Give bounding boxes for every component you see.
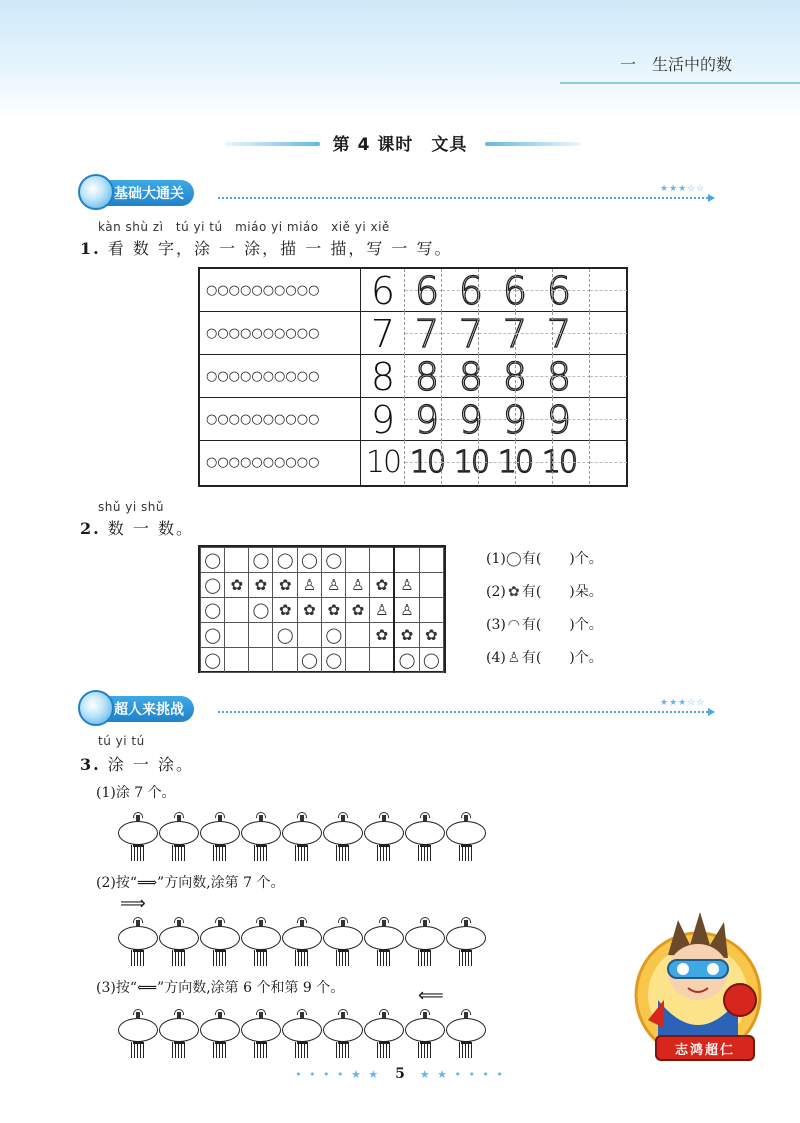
- arrow-icon: [708, 708, 715, 716]
- grid-cell: ♙: [370, 598, 394, 623]
- q3-number: 3.: [80, 755, 101, 774]
- lantern-tassel: [295, 845, 309, 861]
- writing-row: [200, 312, 626, 355]
- writing-cell[interactable]: [552, 355, 589, 398]
- lantern-body[interactable]: [118, 821, 158, 845]
- trace-digit[interactable]: 9: [414, 397, 440, 442]
- guide-line: [590, 333, 627, 334]
- grid-cell: ♙: [394, 598, 419, 623]
- circle-row[interactable]: ○○○○○○○○○○: [206, 455, 320, 470]
- q3-sub1: (1)涂 7 个。: [96, 785, 176, 801]
- writing-cell[interactable]: [515, 311, 572, 356]
- writing-cell[interactable]: [441, 354, 484, 399]
- header-divider: [560, 82, 800, 84]
- lantern[interactable]: [446, 1012, 486, 1060]
- writing-cell[interactable]: [441, 441, 489, 484]
- lantern-body[interactable]: [241, 821, 281, 845]
- grid-cell: ✿: [419, 623, 443, 648]
- grid-row: [201, 648, 444, 673]
- arrow-icon: [708, 194, 715, 202]
- grid-cell: ◯: [201, 598, 225, 623]
- lantern[interactable]: [323, 815, 363, 863]
- writing-cell[interactable]: [515, 397, 572, 442]
- q1-prompt: [80, 236, 453, 259]
- lantern-row-1: [118, 815, 488, 863]
- lantern[interactable]: [364, 1012, 404, 1060]
- writing-cell[interactable]: [589, 441, 626, 484]
- grid-cell: ◯: [201, 548, 225, 573]
- grid-cell: ♙: [322, 573, 346, 598]
- lantern-body[interactable]: [282, 926, 322, 950]
- footer-stars-right: ★ ★ • • • •: [419, 1068, 505, 1081]
- item-icon: ✿: [507, 584, 520, 600]
- trace-digit[interactable]: 7: [546, 311, 572, 356]
- circle-row[interactable]: ○○○○○○○○○○: [206, 412, 320, 427]
- lantern-body[interactable]: [200, 1018, 240, 1042]
- writing-cell[interactable]: [441, 268, 484, 313]
- lantern[interactable]: [241, 920, 281, 968]
- section-badge-basic: [80, 180, 194, 206]
- trace-digit[interactable]: 6: [502, 268, 528, 313]
- lantern-tassel: [418, 1042, 432, 1058]
- writing-table: [198, 267, 628, 487]
- writing-cell[interactable]: [589, 398, 626, 441]
- grid-cell: [419, 573, 443, 598]
- item-icon: ♙: [507, 650, 521, 666]
- trace-digit[interactable]: 7: [502, 311, 528, 356]
- mascot-label: 志鸿超仁: [655, 1035, 755, 1061]
- circle-row[interactable]: ○○○○○○○○○○: [206, 369, 320, 384]
- lantern[interactable]: [241, 1012, 281, 1060]
- lantern-body[interactable]: [159, 1018, 199, 1042]
- q3-text: 涂 一 涂。: [107, 755, 194, 774]
- section-label: 超人来挑战: [114, 702, 184, 718]
- lantern-body[interactable]: [364, 821, 404, 845]
- star-icon: [78, 174, 114, 210]
- lantern-tassel: [254, 1042, 268, 1058]
- question-number: (1): [486, 551, 506, 567]
- grid-cell: ◯: [322, 548, 346, 573]
- lantern-tassel: [459, 950, 473, 966]
- lantern-body[interactable]: [405, 926, 445, 950]
- writing-cell[interactable]: [515, 268, 572, 313]
- lantern-body[interactable]: [200, 926, 240, 950]
- q2-text: 数 一 数。: [107, 519, 194, 538]
- lantern-body[interactable]: [364, 926, 404, 950]
- writing-cell[interactable]: [589, 269, 626, 312]
- digit-cell: [360, 441, 404, 484]
- lantern-tassel: [172, 1042, 186, 1058]
- guide-line: [590, 376, 627, 377]
- count-question: [486, 581, 603, 601]
- lantern[interactable]: [159, 815, 199, 863]
- answer-blank[interactable]: 有( )个。: [521, 551, 603, 567]
- lantern-row-3: [118, 1012, 488, 1060]
- grid-cell: ◯: [297, 548, 321, 573]
- trace-digit[interactable]: 8: [546, 354, 572, 399]
- lantern[interactable]: [282, 1012, 322, 1060]
- grid-row: [201, 548, 444, 573]
- lantern-tassel: [336, 950, 350, 966]
- grid-cell: [225, 548, 249, 573]
- q2-prompt: [80, 516, 194, 539]
- grid-cell: ✿: [273, 573, 297, 598]
- lantern[interactable]: [323, 1012, 363, 1060]
- lantern-tassel: [172, 845, 186, 861]
- trace-digit[interactable]: 10: [453, 445, 489, 480]
- grid-cell: ✿: [273, 598, 297, 623]
- grid-cell: [297, 623, 321, 648]
- writing-cell[interactable]: [515, 441, 577, 484]
- lantern-body[interactable]: [118, 926, 158, 950]
- writing-cell[interactable]: [441, 311, 484, 356]
- lantern-body[interactable]: [200, 821, 240, 845]
- circle-row[interactable]: ○○○○○○○○○○: [206, 283, 320, 298]
- lantern[interactable]: [446, 815, 486, 863]
- lantern-tassel: [131, 1042, 145, 1058]
- trace-digit[interactable]: 10: [541, 445, 577, 480]
- lantern-body[interactable]: [323, 926, 363, 950]
- trace-digit[interactable]: 6: [414, 268, 440, 313]
- writing-cell[interactable]: [404, 269, 441, 312]
- grid-cell: ✿: [249, 573, 273, 598]
- lantern[interactable]: [241, 815, 281, 863]
- lantern-body[interactable]: [364, 1018, 404, 1042]
- lantern[interactable]: [446, 920, 486, 968]
- lantern-body[interactable]: [323, 1018, 363, 1042]
- trace-digit[interactable]: 9: [458, 397, 484, 442]
- lantern[interactable]: [282, 920, 322, 968]
- trace-digit[interactable]: 8: [414, 354, 440, 399]
- grid-cell: ◯: [297, 648, 321, 673]
- circle-row[interactable]: ○○○○○○○○○○: [206, 326, 320, 341]
- lantern-row-2: [118, 920, 488, 968]
- writing-cell[interactable]: [478, 397, 528, 442]
- lantern-body[interactable]: [405, 821, 445, 845]
- lantern-body[interactable]: [446, 1018, 486, 1042]
- lantern-tassel: [131, 950, 145, 966]
- writing-cell[interactable]: [478, 354, 528, 399]
- digit-model: 8: [370, 354, 396, 399]
- q3-sub3: (3)按“⟸”方向数,涂第 6 个和第 9 个。: [96, 980, 345, 996]
- trace-digit[interactable]: 10: [409, 445, 445, 480]
- lantern-body[interactable]: [159, 926, 199, 950]
- grid-cell: [346, 623, 370, 648]
- writing-cell[interactable]: [515, 354, 572, 399]
- lantern[interactable]: [405, 920, 445, 968]
- trace-digit[interactable]: 6: [458, 268, 484, 313]
- stars-deco: ★★★☆☆: [660, 698, 706, 708]
- trace-digit[interactable]: 10: [497, 445, 533, 480]
- digit-model: 6: [370, 268, 396, 313]
- writing-cell[interactable]: [478, 268, 528, 313]
- lantern[interactable]: [200, 920, 240, 968]
- lantern-tassel: [295, 1042, 309, 1058]
- answer-blank[interactable]: 有( )朵。: [521, 584, 603, 600]
- lantern-tassel: [418, 950, 432, 966]
- digit-model: 7: [370, 311, 396, 356]
- grid-cell: [419, 598, 443, 623]
- lantern-tassel: [213, 1042, 227, 1058]
- writing-row: [200, 355, 626, 398]
- section-divider: [218, 711, 708, 713]
- grid-cell: ✿: [394, 623, 419, 648]
- guide-line: [553, 290, 590, 291]
- digit-model: 9: [370, 397, 396, 442]
- lantern[interactable]: [323, 920, 363, 968]
- lantern-tassel: [336, 1042, 350, 1058]
- grid-cell: ✿: [346, 598, 370, 623]
- trace-digit[interactable]: 6: [546, 268, 572, 313]
- grid-cell: ◯: [273, 623, 297, 648]
- count-question: [486, 647, 603, 667]
- guide-line: [590, 290, 627, 291]
- digit-cell: [360, 312, 404, 355]
- item-icon: ◠: [507, 617, 520, 633]
- lantern-tassel: [418, 845, 432, 861]
- writing-row: [200, 398, 626, 441]
- grid-cell: ✿: [297, 598, 321, 623]
- lantern-tassel: [295, 950, 309, 966]
- q1-number: 1.: [80, 239, 101, 258]
- grid-cell: [225, 623, 249, 648]
- lantern[interactable]: [118, 1012, 158, 1060]
- trace-digit[interactable]: 8: [502, 354, 528, 399]
- grid-cell: ◯: [419, 648, 443, 673]
- section-divider: [218, 197, 708, 199]
- digit-cell: [360, 269, 404, 312]
- count-question: [486, 548, 603, 568]
- guide-line: [553, 333, 590, 334]
- q3-prompt: [80, 752, 194, 775]
- lantern[interactable]: [405, 1012, 445, 1060]
- lantern-tassel: [459, 845, 473, 861]
- guide-line: [553, 376, 590, 377]
- lantern-body[interactable]: [405, 1018, 445, 1042]
- lantern[interactable]: [405, 815, 445, 863]
- count-question: [486, 614, 603, 634]
- grid-cell: ◯: [201, 573, 225, 598]
- lantern[interactable]: [364, 815, 404, 863]
- grid-cell: ✿: [225, 573, 249, 598]
- lantern-body[interactable]: [118, 1018, 158, 1042]
- trace-digit[interactable]: 7: [458, 311, 484, 356]
- writing-cell[interactable]: [404, 355, 441, 398]
- section-badge-challenge: [80, 696, 194, 722]
- writing-cell[interactable]: [404, 441, 445, 484]
- grid-cell: ◯: [394, 648, 419, 673]
- lantern-body[interactable]: [446, 926, 486, 950]
- writing-row: [200, 441, 626, 484]
- lantern-body[interactable]: [323, 821, 363, 845]
- grid-cell: ♙: [346, 573, 370, 598]
- grid-cell: ◯: [322, 623, 346, 648]
- guide-line: [553, 419, 590, 420]
- ufo-icon: [78, 690, 114, 726]
- lantern-body[interactable]: [159, 821, 199, 845]
- lantern-tassel: [172, 950, 186, 966]
- trace-digit[interactable]: 7: [414, 311, 440, 356]
- lantern[interactable]: [200, 1012, 240, 1060]
- lantern[interactable]: [364, 920, 404, 968]
- digit-cell: [360, 398, 404, 441]
- lantern-tassel: [459, 1042, 473, 1058]
- grid-row: [201, 598, 444, 623]
- grid-cell: ♙: [297, 573, 321, 598]
- guide-line: [590, 419, 627, 420]
- writing-cell[interactable]: [552, 312, 589, 355]
- answer-blank[interactable]: 有( )个。: [521, 617, 603, 633]
- lantern-tassel: [213, 845, 227, 861]
- grid-cell: ✿: [370, 573, 394, 598]
- lantern-tassel: [377, 845, 391, 861]
- lesson-title: 第 4 课时 文具: [332, 135, 468, 155]
- grid-cell: [225, 598, 249, 623]
- grid-cell: [249, 623, 273, 648]
- left-arrow-icon: ⟸: [418, 985, 444, 1006]
- grid-cell: ◯: [249, 548, 273, 573]
- lantern-tassel: [213, 950, 227, 966]
- writing-cell[interactable]: [441, 397, 484, 442]
- grid-cell: [394, 548, 419, 573]
- page-number: 5: [395, 1066, 405, 1082]
- chapter-title: 一 生活中的数: [619, 55, 732, 74]
- right-arrow-icon: ⟹: [120, 893, 146, 914]
- question-number: (2): [486, 584, 506, 600]
- lantern-body[interactable]: [446, 821, 486, 845]
- grid-cell: [419, 548, 443, 573]
- q1-pinyin: kàn shù zì tú yi tú miáo yi miáo xiě yi xiě: [98, 220, 390, 234]
- q3-pinyin: tú yi tú: [98, 734, 145, 748]
- writing-cell[interactable]: [589, 312, 626, 355]
- q1-text: 看 数 字，涂 一 涂，描 一 描，写 一 写。: [107, 239, 453, 258]
- writing-row: [200, 269, 626, 312]
- digit-model: 10: [365, 445, 401, 480]
- grid-cell: [370, 648, 394, 673]
- grid-cell: [370, 548, 394, 573]
- q2-number: 2.: [80, 519, 101, 538]
- digit-cell: [360, 355, 404, 398]
- item-icon: ◯: [506, 551, 522, 567]
- grid-cell: ✿: [370, 623, 394, 648]
- grid-cell: ♙: [394, 573, 419, 598]
- lantern[interactable]: [159, 920, 199, 968]
- writing-cell[interactable]: [552, 398, 589, 441]
- lantern-tassel: [377, 1042, 391, 1058]
- guide-line: [553, 462, 590, 463]
- grid-cell: [225, 648, 249, 673]
- writing-cell[interactable]: [404, 398, 441, 441]
- lantern-body[interactable]: [241, 1018, 281, 1042]
- lantern-tassel: [254, 845, 268, 861]
- writing-cell[interactable]: [478, 311, 528, 356]
- lantern[interactable]: [118, 815, 158, 863]
- writing-cell[interactable]: [589, 355, 626, 398]
- grid-row: [201, 573, 444, 598]
- lantern-body[interactable]: [282, 821, 322, 845]
- grid-cell: ◯: [249, 598, 273, 623]
- writing-cell[interactable]: [478, 441, 533, 484]
- grid-cell: ◯: [273, 548, 297, 573]
- count-grid: [198, 545, 446, 673]
- writing-cell[interactable]: [404, 312, 441, 355]
- lantern-body[interactable]: [241, 926, 281, 950]
- lantern[interactable]: [200, 815, 240, 863]
- question-number: (3): [486, 617, 506, 633]
- guide-line: [590, 462, 627, 463]
- lantern-body[interactable]: [282, 1018, 322, 1042]
- grid-cell: [346, 648, 370, 673]
- grid-cell: [249, 648, 273, 673]
- question-number: (4): [486, 650, 506, 666]
- stars-deco: ★★★☆☆: [660, 184, 706, 194]
- answer-blank[interactable]: 有( )个。: [521, 650, 603, 666]
- grid-cell: ✿: [322, 598, 346, 623]
- grid-row: [201, 623, 444, 648]
- trace-digit[interactable]: 9: [502, 397, 528, 442]
- section-label: 基础大通关: [114, 186, 184, 202]
- lantern-tassel: [131, 845, 145, 861]
- trace-digit[interactable]: 8: [458, 354, 484, 399]
- writing-cell[interactable]: [552, 269, 589, 312]
- writing-cell[interactable]: [552, 441, 589, 484]
- lantern[interactable]: [159, 1012, 199, 1060]
- grid-cell: ◯: [201, 623, 225, 648]
- lantern[interactable]: [282, 815, 322, 863]
- lantern-tassel: [336, 845, 350, 861]
- lantern-tassel: [377, 950, 391, 966]
- lantern[interactable]: [118, 920, 158, 968]
- grid-cell: [273, 648, 297, 673]
- trace-digit[interactable]: 9: [546, 397, 572, 442]
- grid-cell: [346, 548, 370, 573]
- footer-stars-left: • • • • ★ ★: [295, 1068, 381, 1081]
- grid-cell: ◯: [322, 648, 346, 673]
- lantern-tassel: [254, 950, 268, 966]
- grid-cell: ◯: [201, 648, 225, 673]
- q3-sub2: (2)按“⟹”方向数,涂第 7 个。: [96, 875, 285, 891]
- q2-pinyin: shǔ yi shǔ: [98, 500, 164, 514]
- page-footer: [0, 1066, 800, 1082]
